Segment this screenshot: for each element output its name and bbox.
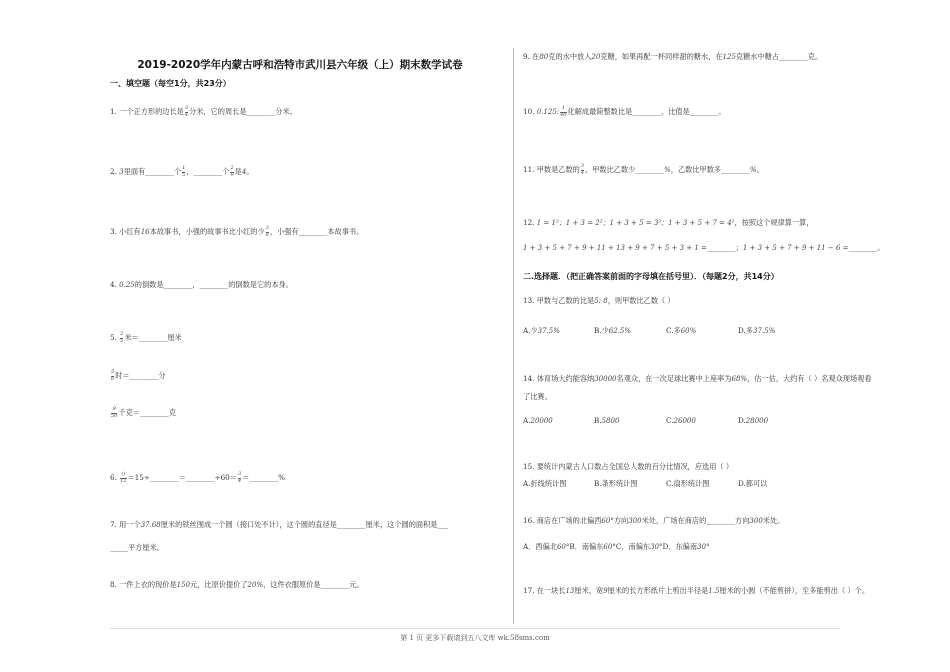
question-10: 10. 0.125: $\frac{1}{40}$ 化解成最简整数比是________，比值是________。 [523,105,726,118]
option-14c[interactable]: C.26000 [666,416,696,425]
option-15d[interactable]: D.都可以 [738,479,768,488]
question-5b: $\frac{5}{6}$ 时＝________分 [111,369,166,382]
footer-divider [110,628,840,629]
option-15b[interactable]: B.条形统计图 [594,479,638,488]
option-16-row[interactable]: A．西偏北60°B．南偏东60°C．南偏东30°D．东偏南30° [523,542,710,551]
option-14b[interactable]: B.5800 [594,416,620,425]
question-1: 1. 一个正方形的边长是 $\frac{3}{4}$ 分米，它的周长是________分米。 [110,105,297,118]
question-5a: 5. $\frac{2}{5}$ 米＝________厘米 [110,331,182,344]
column-divider [513,48,514,624]
question-16: 16. 商店在广场的北偏西60°方向300米处，广场在商店的________方向300米处。 [523,516,785,525]
question-14-continued: 了比赛。 [523,392,552,401]
question-7: 7. 用一个37.68厘米的铁丝围成一个圆（接口处不计），这个圆的直径是________厘米，这个圆的面积是___ [110,520,449,529]
section-choice-heading: 二.选择题．（把正确答案前面的字母填在括号里）．（每题2分，共14分） [523,272,779,281]
question-8: 8. 一件上衣的现价是150元，比原价提价了20%，这件衣服原价是________元。 [110,580,364,589]
question-6: 6. $\frac{()}{12}$ ＝15÷________＝________÷60＝ $\frac{3}{4}$ ＝________% [110,471,285,484]
question-4: 4. 0.25的倒数是________，________的倒数是它的本身。 [110,280,293,289]
option-13b[interactable]: B.少62.5% [594,326,632,335]
question-7-continued: _____平方厘米。 [110,543,164,552]
option-14d[interactable]: D.28000 [738,416,769,425]
page-footer: 第 1 页 更多下载请到五八文库 wk.58sms.com [400,634,550,642]
option-15c[interactable]: C.扇形统计图 [666,479,710,488]
option-15a[interactable]: A.折线统计图 [523,479,567,488]
question-9: 9. 在80克的水中放入20克糖，如果再配一杯同样甜的糖水，在125克糖水中糖占________克。 [523,52,823,61]
exam-title: 2019-2020学年内蒙古呼和浩特市武川县六年级（上）期末数学试卷 [137,59,463,71]
question-11: 11. 甲数是乙数的 $\frac{3}{4}$ ，甲数比乙数少________%，乙数比甲数多________%。 [523,163,764,176]
question-3: 3. 小红有16本故事书，小强的故事书比小红的少 $\frac{3}{8}$ ，小强有________本故事书。 [110,225,364,238]
question-5c: $\frac{9}{50}$ 千克＝________克 [111,406,176,419]
fraction: $\frac{3}{4}$ [184,105,189,118]
question-17: 17. 在一块长13厘米，宽9厘米的长方形纸片上剪出半径是1.5厘米的小圆（不能剪拼），至多能剪出（ ）个。 [523,586,870,595]
question-12: 12. 1 = 1²；1 + 3 = 2²；1 + 3 + 5 = 3²；1 + 3 + 5 + 7 = 4²，按照这个规律算一算， [523,218,814,227]
section-fill-in-heading: 一、填空题（每空1分，共23分） [110,79,231,88]
question-12-continued: 1 + 3 + 5 + 7 + 9 + 11 + 13 + 9 + 7 + 5 + 3 + 1 =________；1 + 3 + 5 + 7 + 9 + 11 − 6 =________。 [523,243,885,252]
option-13a[interactable]: A.少37.5% [523,326,560,335]
question-2: 2. 3里面有________个 $\frac{1}{5}$ ，________个 $\frac{2}{9}$ 是4。 [110,165,254,178]
option-13c[interactable]: C.多60% [666,326,697,335]
question-15: 15. 要统计内蒙古人口数占全国总人数的百分比情况，应选用（ ） [523,462,734,471]
question-14: 14. 体育场大约能容纳30000名观众，在一次足球比赛中上座率为68%，估一估，大约有（ ）名观众现场观看 [523,374,872,383]
option-14a[interactable]: A.20000 [523,416,553,425]
question-13: 13. 甲数与乙数的比是5: 8，则甲数比乙数（ ） [523,296,675,305]
option-13d[interactable]: D.多37.5% [738,326,776,335]
